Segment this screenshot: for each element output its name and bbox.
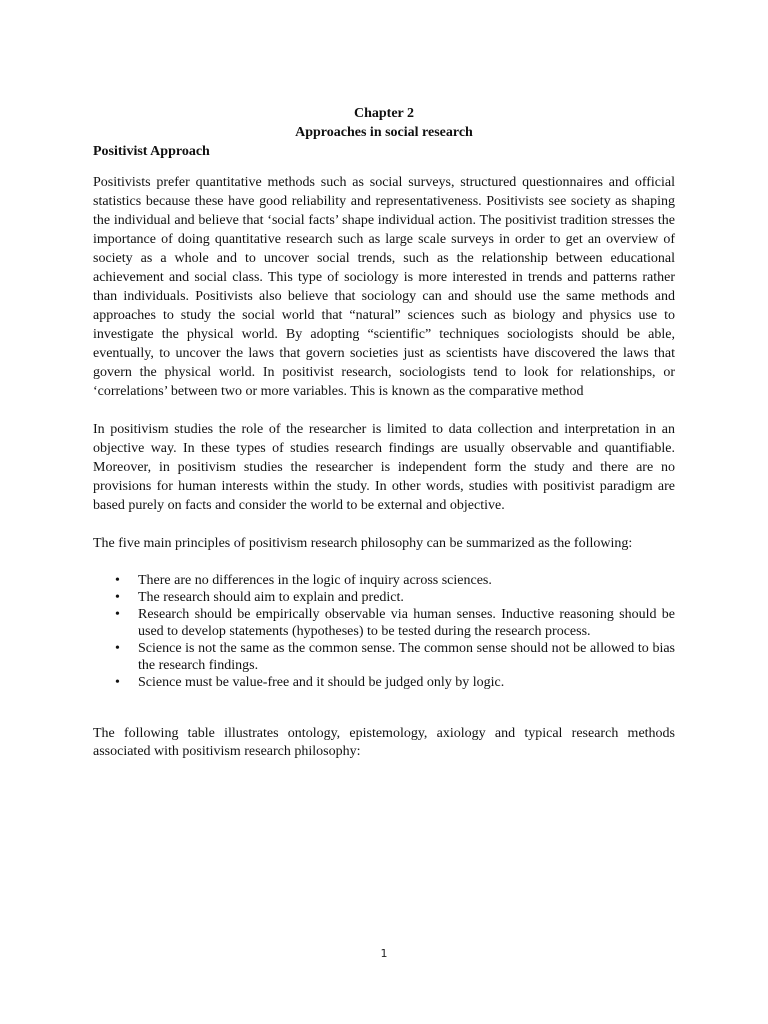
principles-list (93, 572, 675, 691)
list-item (93, 606, 675, 640)
list-item (93, 572, 675, 589)
bullet-icon: • (115, 675, 120, 690)
list-item (93, 589, 675, 606)
document-page (93, 104, 675, 761)
list-item (93, 640, 675, 674)
paragraph-positivist-methods: Positivists prefer quantitative methods such as social surveys, structured questionnaires and official statistics because these have good reliability and representativeness. Positivists see society as shaping the individual and believe that ‘social facts’ shape individual action. The positivist tradition stresses the importance of doing quantitative research such as large scale surveys in order to get an overview of society as a whole and to uncover social trends, such as the relationship between educational achievement and social class. This type of sociology is more interested in trends and patterns rather than individuals. Positivists also believe that sociology can and should use the same methods and approaches to study the social world that “natural” sciences such as biology and physics use to investigate the physical world. By adopting “scientific” techniques sociologists should be able, eventually, to uncover the laws that govern societies just as scientists have discovered the laws that govern the physical world. In positivist research, sociologists tend to look for relationships, or ‘correlations’ between two or more variables. This is known as the comparative method (93, 175, 675, 399)
list-item-text: The research should aim to explain and predict. (138, 590, 404, 605)
list-item-text: Science is not the same as the common sense. The common sense should not be allowed to bias the research findings. (138, 641, 675, 673)
page-number: 1 (380, 947, 388, 960)
chapter-title: Approaches in social research (295, 125, 473, 140)
paragraph-table-intro: The following table illustrates ontology, epistemology, axiology and typical research methods associated with positivism research philosophy: (93, 726, 675, 759)
list-item-text: There are no differences in the logic of inquiry across sciences. (138, 573, 492, 588)
list-item (93, 674, 675, 691)
list-item-text: Research should be empirically observable via human senses. Inductive reasoning should be used to develop statements (hypotheses) to be tested during the research process. (138, 607, 675, 639)
paragraph-principles-intro: The five main principles of positivism research philosophy can be summarized as the following: (93, 536, 633, 551)
chapter-label: Chapter 2 (353, 106, 415, 121)
section-title: Positivist Approach (93, 144, 210, 159)
bullet-icon: • (115, 590, 120, 605)
list-item-text: Science must be value-free and it should be judged only by logic. (138, 675, 505, 690)
bullet-icon: • (115, 641, 120, 656)
bullet-icon: • (115, 573, 120, 588)
paragraph-researcher-role: In positivism studies the role of the researcher is limited to data collection and interpretation in an objective way. In these types of studies research findings are usually observable and quantifiable. Moreover, in positivism studies the researcher is independent form the study and there are no provisions for human interests within the study. In other words, studies with positivist paradigm are based purely on facts and consider the world to be external and objective. (93, 422, 675, 513)
bullet-icon: • (115, 607, 120, 622)
